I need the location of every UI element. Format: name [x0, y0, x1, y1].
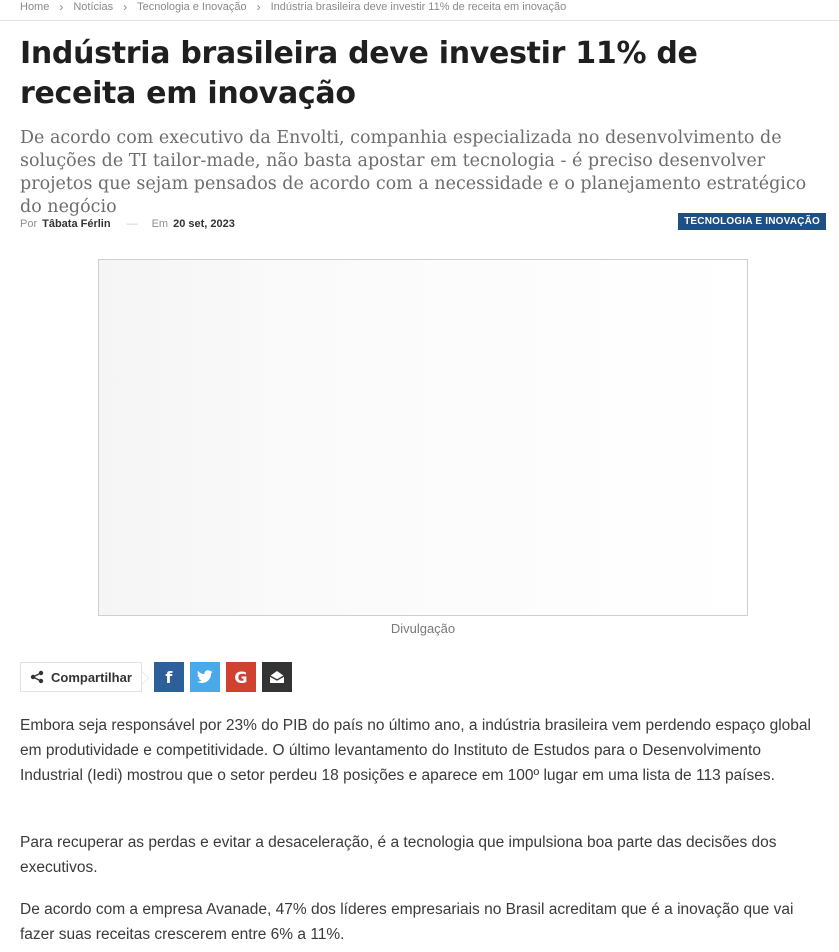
twitter-icon — [197, 670, 213, 684]
google-share-button[interactable] — [226, 662, 256, 692]
author-link[interactable]: Tâbata Férlin — [42, 218, 111, 230]
share-button[interactable] — [20, 662, 142, 692]
article-paragraph: De acordo com a empresa Avanade, 47% dos líderes empresariais no Brasil acreditam que é a inovação que vai fazer suas receitas crescerem entre 6% a 11%. — [20, 901, 794, 943]
facebook-icon: f — [165, 667, 173, 687]
publish-date: 20 set, 2023 — [173, 218, 235, 230]
article-paragraph: Embora seja responsável por 23% do PIB do país no último ano, a indústria brasileira vem perdendo espaço global em produtividade e competitividade. O último levantamento do Instituto de Estudos para o Desenvolvimento Industrial (Iedi) mostrou que o setor perdeu 18 posições e aparece em 100º lugar em uma lista de 113 países. — [20, 717, 811, 784]
date-label: Em — [151, 218, 169, 230]
share-icon — [30, 670, 44, 684]
breadcrumb-news-link[interactable]: Notícias — [73, 1, 114, 13]
twitter-share-button[interactable] — [190, 662, 220, 692]
email-share-button[interactable] — [262, 662, 292, 692]
by-label: Por — [20, 218, 38, 230]
featured-image — [98, 259, 748, 616]
breadcrumb-home-link[interactable]: Home — [20, 1, 50, 13]
breadcrumb-current: Indústria brasileira deve investir 11% de receita em inovação — [270, 1, 567, 13]
chevron-right-icon: › — [256, 0, 261, 14]
article-meta — [20, 218, 235, 230]
image-caption: Divulgação — [390, 621, 456, 636]
email-icon — [269, 670, 285, 684]
breadcrumb-divider — [0, 20, 839, 21]
category-badge[interactable]: TECNOLOGIA E INOVAÇÃO — [678, 213, 826, 230]
breadcrumb-category-link[interactable]: Tecnologia e Inovação — [137, 1, 247, 13]
article-subtitle: De acordo com executivo da Envolti, companhia especializada no desenvolvimento de soluções de TI tailor-made, não basta apostar em tecnologia - é preciso desenvolver projetos que sejam pensados de acordo com a necessidade e o planejamento estratégico do negócio — [20, 128, 807, 217]
chevron-right-icon: › — [59, 0, 64, 14]
breadcrumb — [20, 0, 566, 17]
facebook-share-button[interactable] — [154, 662, 184, 692]
chevron-right-icon: › — [123, 0, 128, 14]
meta-separator: — — [126, 218, 138, 230]
share-label: Compartilhar — [51, 669, 132, 685]
article-paragraph: Para recuperar as perdas e evitar a desaceleração, é a tecnologia que impulsiona boa parte das decisões dos executivos. — [20, 834, 777, 876]
google-icon: G — [234, 667, 248, 687]
article-title: Indústria brasileira deve investir 11% de receita em inovação — [20, 36, 698, 111]
share-bar — [20, 662, 298, 692]
